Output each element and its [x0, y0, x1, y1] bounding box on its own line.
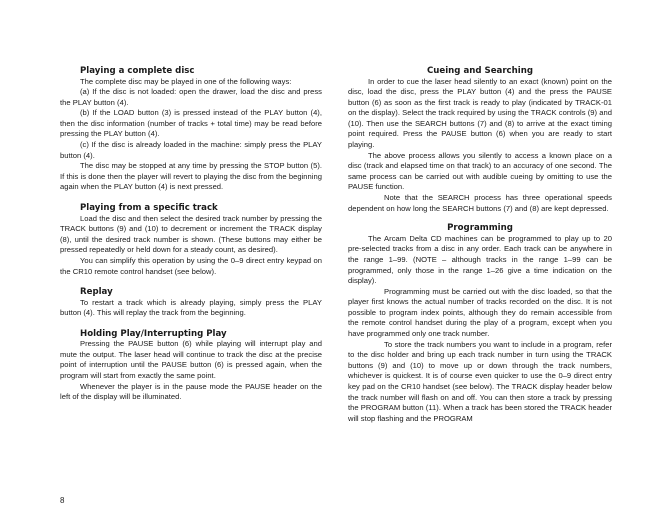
section-heading: Cueing and Searching — [426, 66, 533, 76]
paragraph: (a) If the disc is not loaded: open the drawer, load the disc and press the PLAY button (4). — [60, 87, 322, 107]
paragraph: The disc may be stopped at any time by pressing the STOP button (5). If this is done then the player will revert to playing the disc from the beginning again when the PLAY button (4) is next pressed. — [60, 161, 322, 192]
paragraph: Whenever the player is in the pause mode the PAUSE header on the left of the display will be illuminated. — [60, 381, 322, 402]
paragraph: (c) If the disc is already loaded in the machine: simply press the PLAY button (4). — [60, 140, 322, 160]
page-number: 8 — [60, 496, 65, 505]
right-column — [348, 66, 612, 433]
paragraph: To store the track numbers you want to include in a program, refer to the disc holder and bring up each track number in turn using the TRACK buttons (9) and (10) to move up or down through the track numbers, whichever is quickest. It is of course even quicker to use the 0–9 direct entry key pad on the CR10 handset (see below). The TRACK display header below the track number will flash on and off. You can then store a track by pressing the PROGRAM button (11). When a track has been stored the TRACK header will stop flashing and the PROGRAM — [348, 339, 612, 423]
paragraph: To restart a track which is already playing, simply press the PLAY button (4). This will replay the track from the beginning. — [60, 297, 322, 318]
paragraph: The above process allows you silently to access a known place on a disc (track and elapsed time on that track) to an accuracy of one second. The same process can be carried out with audible cueing by omitting to use the PAUSE function. — [348, 150, 612, 192]
section-cueing-searching — [348, 66, 612, 214]
paragraph: Note that the SEARCH process has three operational speeds dependent on how long the SEARCH buttons (7) and (8) are kept depressed. — [348, 193, 612, 213]
section-heading: Replay — [80, 287, 113, 298]
section-heading: Programming — [447, 223, 513, 234]
paragraph: (b) If the LOAD button (3) is pressed instead of the PLAY button (4), then the disc information (number of tracks + total time) may be read before pressing the PLAY button (4). — [60, 108, 322, 139]
section-heading: Playing a complete disc — [80, 66, 195, 76]
section-playing-complete-disc — [60, 66, 322, 193]
paragraph: The Arcam Delta CD machines can be programmed to play up to 20 pre-selected tracks from a disc in any order. Each track can be anywhere in the range 1–99. (NOTE – although tracks in the range 1–99 can be programmed, only those in the range 1–26 give a time indication on the display). — [348, 233, 612, 286]
section-playing-specific-track — [60, 203, 322, 277]
paragraph: Pressing the PAUSE button (6) while playing will interrupt play and mute the output. The laser head will continue to track the disc at the precise point of interruption until the PAUSE button (6) is pressed again, when the program will start from exactly the same point. — [60, 339, 322, 381]
paragraph: Load the disc and then select the desired track number by pressing the TRACK buttons (9) and (10) to decrement or increment the TRACK display (8), until the desired track number is shown. (These buttons may either be pressed repeatedly or held down for a steady count, as desired). — [60, 213, 322, 255]
paragraph: In order to cue the laser head silently to an exact (known) point on the disc, load the disc, press the PLAY button (4) and the press the PAUSE button (6) as soon as the first track is ready to play (indicated by TRACK-01 on the display). Select the track required by using the TRACK controls (9) and (10). Then use the SEARCH buttons (7) and (8) to arrive at the exact timing point required. Press the PAUSE button (6) when you are ready to start playing. — [348, 76, 612, 150]
section-holding-play — [60, 329, 322, 403]
paragraph: You can simplify this operation by using the 0–9 direct entry keypad on the CR10 remote control handset (see below). — [60, 255, 322, 276]
paragraph: The complete disc may be played in one of the following ways: — [80, 76, 292, 86]
paragraph: Programming must be carried out with the disc loaded, so that the player first knows the actual number of tracks recorded on the disc. It is not possible to program index points, although they do remain accessible from the remote control handset during the play of a program, except when you have programmed only one track number. — [348, 286, 612, 339]
section-replay — [60, 287, 322, 319]
section-heading: Holding Play/Interrupting Play — [80, 328, 227, 339]
section-heading: Playing from a specific track — [80, 203, 218, 214]
left-column — [60, 66, 322, 413]
section-programming — [348, 223, 612, 424]
